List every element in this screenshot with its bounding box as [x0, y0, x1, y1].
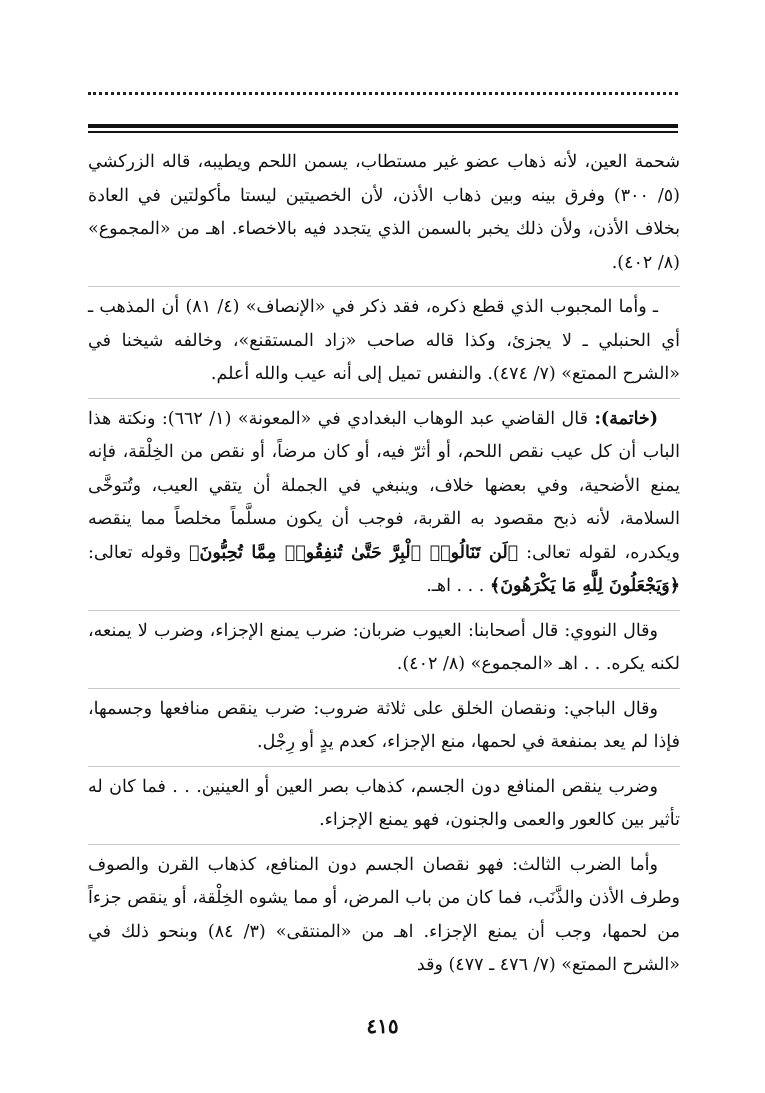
paragraph-3	[88, 398, 680, 604]
paragraph-7: وأما الضرب الثالث: فهو نقصان الجسم دون المنافع، كذهاب القرن والصوف وطرف الأذن والذَّنَب، فما كان من باب المرض، أو مما يشوه الخِلْقة، أو ينقص جزءاً من لحمها، وجب أن يمنع الإجزاء. اهـ من «المنتقى» (٣/ ٨٤) وبنحو ذلك في «الشرح الممتع» (٧/ ٤٧٦ ـ ٤٧٧) وقد	[88, 844, 680, 983]
quran-verse-2: ﴿وَيَجْعَلُونَ لِلَّهِ مَا يَكْرَهُونَ﴾	[489, 576, 680, 596]
paragraph-5: وقال الباجي: ونقصان الخلق على ثلاثة ضروب: ضرب ينقص منافعها وجسمها، فإذا لم يعد بمنفعة في لحمها، منع الإجزاء، كعدم يدٍ أو رِجْل.	[88, 688, 680, 760]
page-number: ٤١٥	[366, 1014, 399, 1038]
body-text	[88, 146, 680, 989]
paragraph-1: شحمة العين، لأنه ذهاب عضو غير مستطاب، يسمن اللحم ويطيبه، قاله الزركشي (٥/ ٣٠٠) وفرق بينه وبين ذهاب الأذن، لأن الخصيتين ليستا مأكولتين في العادة بخلاف الأذن، ولأن ذلك يخبر بالسمن الذي يتجدد فيه بالاخصاء. اهـ من «المجموع» (٨/ ٤٠٢).	[88, 152, 680, 273]
paragraph-3-text: قال القاضي عبد الوهاب البغدادي في «المعونة» (١/ ٦٦٢): ونكتة هذا الباب أن كل عيب نقص اللحم، أو أثرّ فيه، أو كان مرضاً، أو نقص من الخِلْقة، فإنه يمنع الأضحية، وفي بعضها خلاف، وينبغي في الجملة أن يتقي العيب، وتُتوخَّى السلامة، لأنه ذبح مقصود به القربة، فوجب أن يكون مسلَّماً مخلصاً مما ينقصه ويكدره، لقوله تعالى:	[88, 408, 681, 563]
paragraph-6: وضرب ينقص المنافع دون الجسم، كذهاب بصر العين أو العينين. . . فما كان له تأثير بين كالعور والعمى والجنون، فهو يمنع الإجزاء.	[88, 766, 680, 838]
paragraph-4: وقال النووي: قال أصحابنا: العيوب ضربان: ضرب يمنع الإجزاء، وضرب لا يمنعه، لكنه يكره. . . اهـ «المجموع» (٨/ ٤٠٢).	[88, 610, 680, 682]
paragraph-3-tail: . . . اهـ.	[426, 576, 490, 596]
paragraph-3-mid: وقوله تعالى:	[88, 542, 190, 563]
paragraph-2: ـ وأما المجبوب الذي قطع ذكره، فقد ذكر في «الإنصاف» (٤/ ٨١) أن المذهب ـ أي الحنبلي ـ لا يجزئ، وكذا قاله صاحب «زاد المستقنع»، وخالفه شيخنا في «الشرح الممتع» (٧/ ٤٧٤). والنفس تميل إلى أنه عيب والله أعلم.	[88, 286, 680, 392]
header-thin-rule	[88, 131, 678, 133]
conclusion-heading: (خاتمة):	[594, 408, 658, 429]
quran-verse-1: ﴿لَن تَنَالُوا۟ ٱلْبِرَّ حَتَّىٰ تُنفِقُوا۟ مِمَّا تُحِبُّونَ﴾	[189, 542, 519, 563]
header-thick-rule	[88, 124, 678, 128]
header-dotted-line	[88, 92, 678, 95]
